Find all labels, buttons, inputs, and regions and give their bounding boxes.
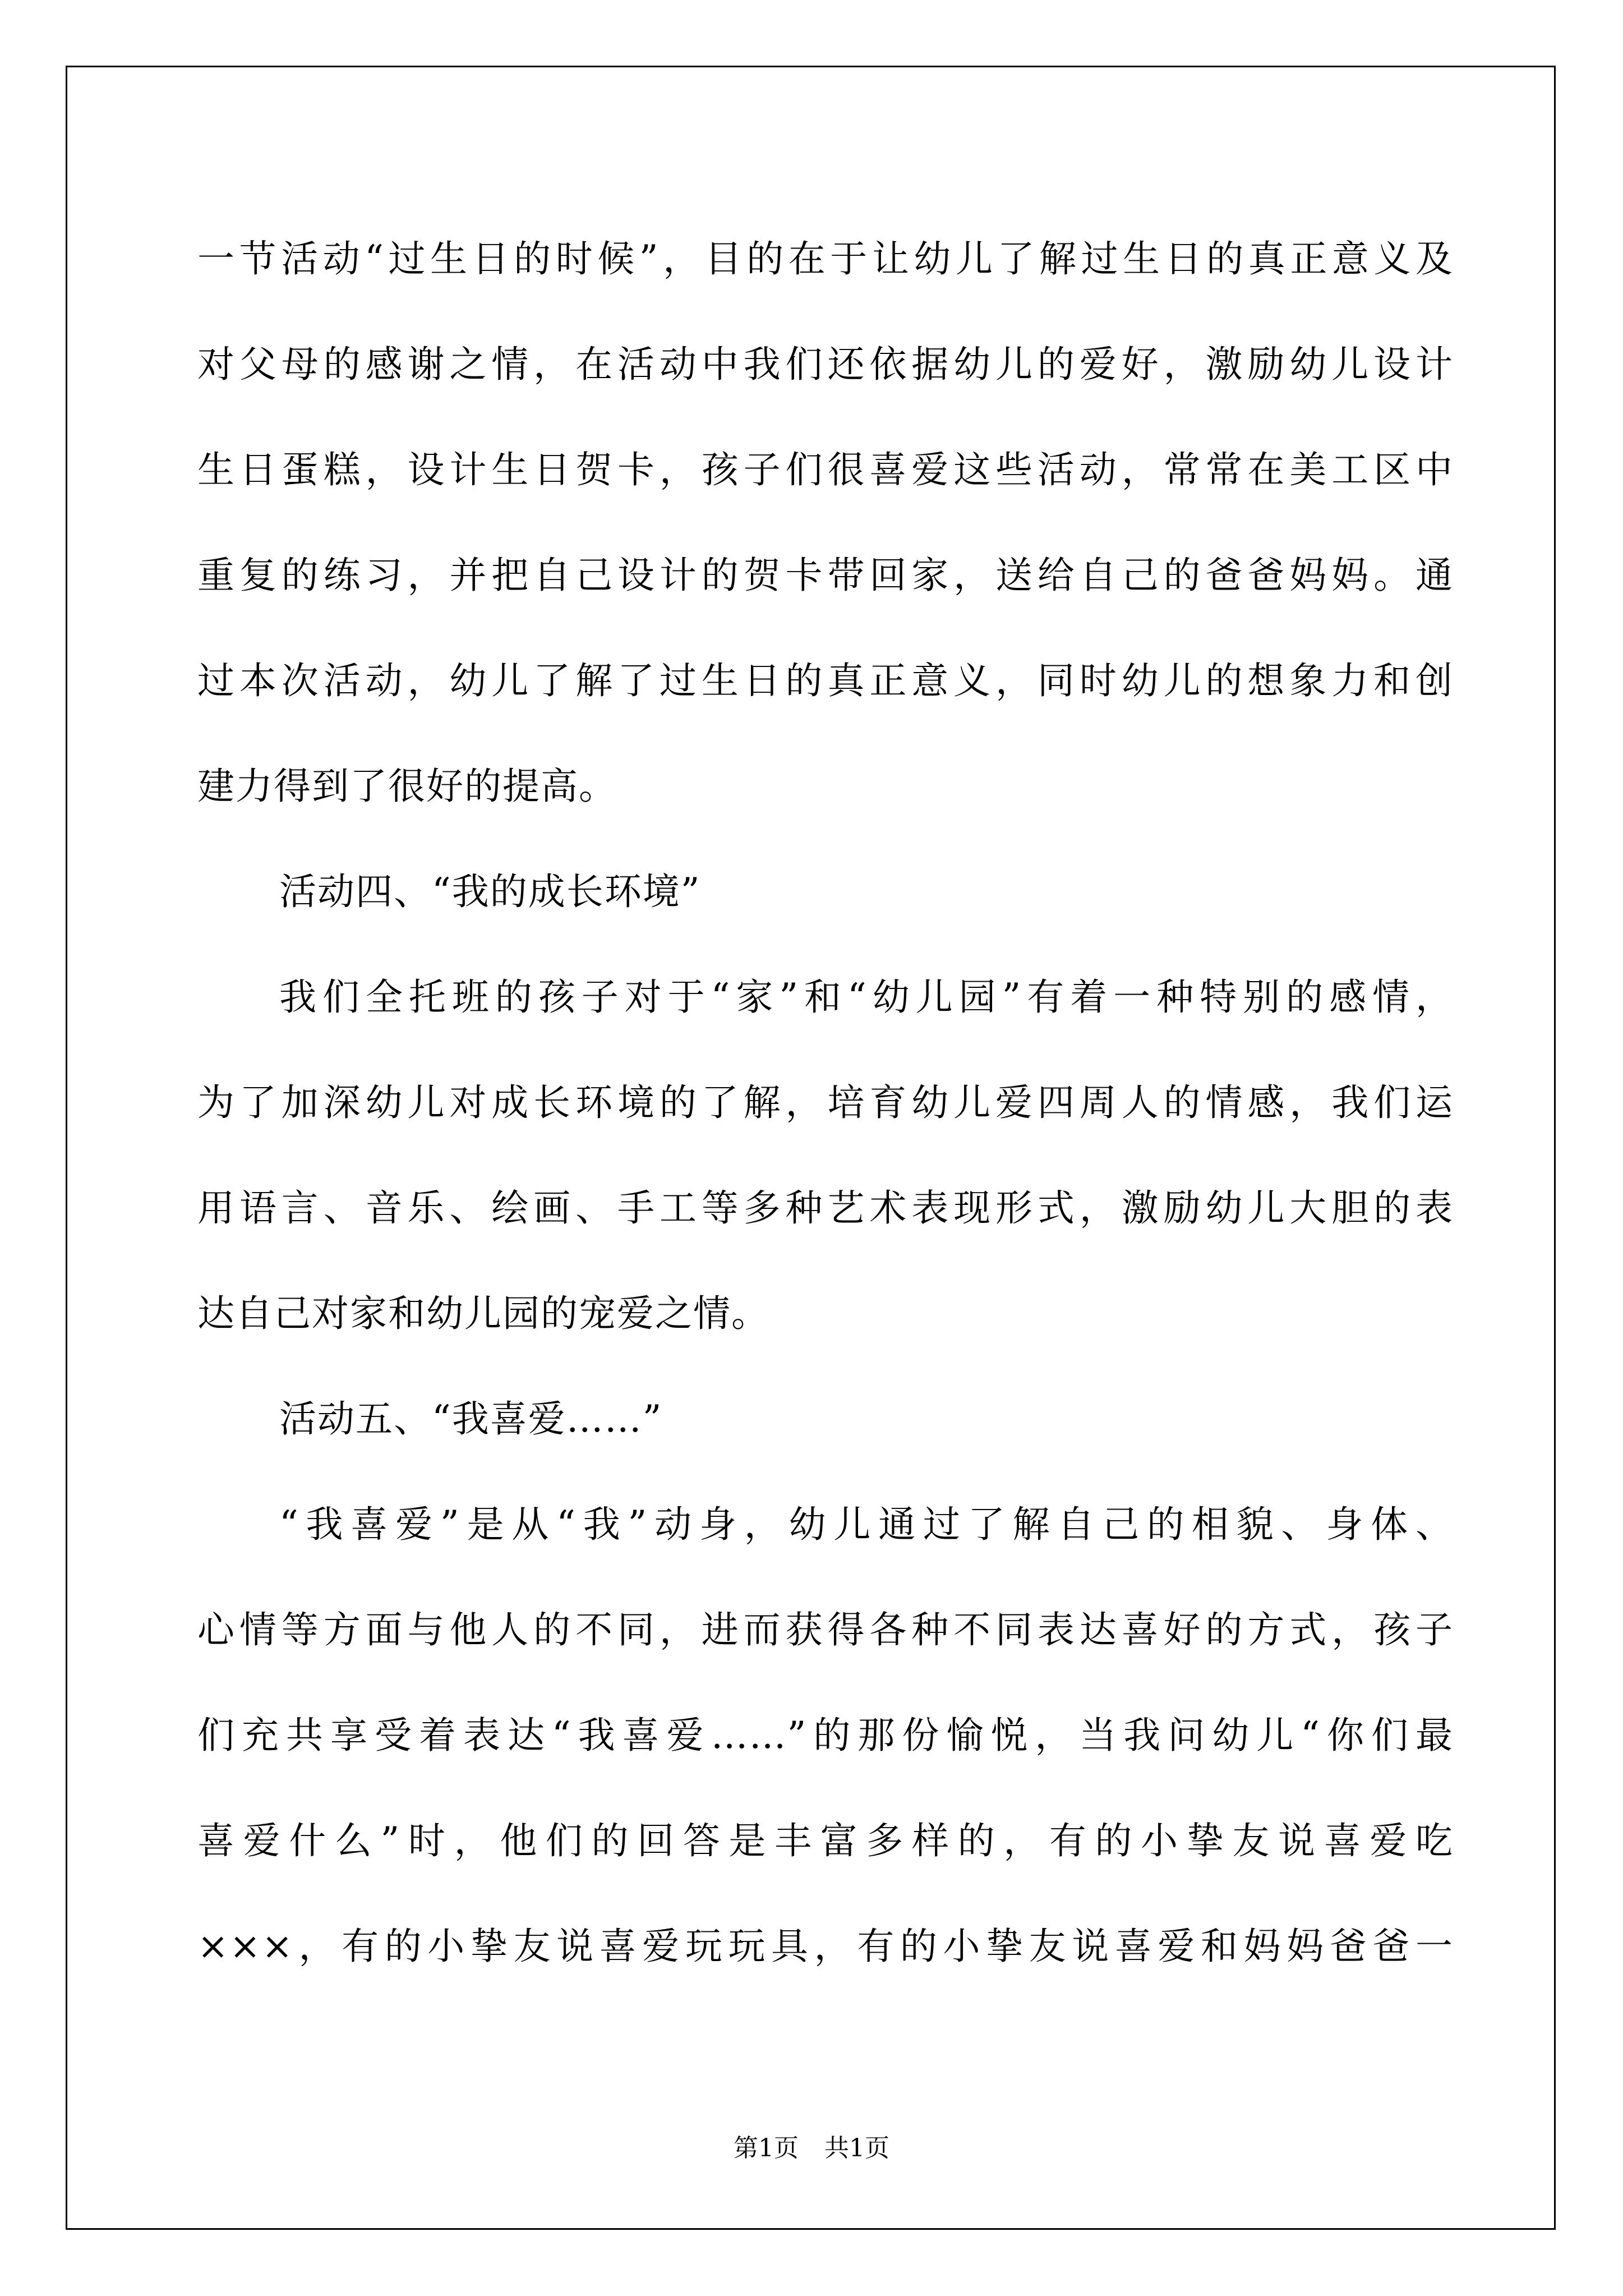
text-line: 们充共享受着表达“我喜爱……”的那份愉悦，当我问幼儿“你们最 xyxy=(197,1714,1454,1757)
text-line: 我们全托班的孩子对于“家”和“幼儿园”有着一种特别的感情， xyxy=(279,976,1454,1019)
text-line: 喜爱什么”时，他们的回答是丰富多样的，有的小挚友说喜爱吃 xyxy=(197,1819,1454,1862)
text-line: 建力得到了很好的提高。 xyxy=(197,765,617,808)
text-line: 过本次活动，幼儿了解了过生日的真正意义，同时幼儿的想象力和创 xyxy=(197,659,1454,702)
text-line: 对父母的感谢之情，在活动中我们还依据幼儿的爱好，激励幼儿设计 xyxy=(197,343,1454,386)
page-number: 第1页 xyxy=(734,2134,799,2162)
page-footer xyxy=(0,2132,1623,2165)
text-line: 生日蛋糕，设计生日贺卡，孩子们很喜爱这些活动，常常在美工区中 xyxy=(197,448,1454,491)
section-heading: 活动四、“我的成长环境” xyxy=(279,870,701,913)
text-line: 重复的练习，并把自己设计的贺卡带回家，送给自己的爸爸妈妈。通 xyxy=(197,554,1454,597)
text-line: 心情等方面与他人的不同，进而获得各种不同表达喜好的方式，孩子 xyxy=(197,1608,1454,1651)
text-line: ×××，有的小挚友说喜爱玩玩具，有的小挚友说喜爱和妈妈爸爸一 xyxy=(197,1925,1454,1968)
text-line: 一节活动“过生日的时候”，目的在于让幼儿了解过生日的真正意义及 xyxy=(197,237,1454,280)
text-line: 用语言、音乐、绘画、手工等多种艺术表现形式，激励幼儿大胆的表 xyxy=(197,1186,1454,1230)
section-heading: 活动五、“我喜爱……” xyxy=(279,1397,663,1441)
text-line: 为了加深幼儿对成长环境的了解，培育幼儿爱四周人的情感，我们运 xyxy=(197,1081,1454,1124)
document-body xyxy=(197,206,1454,1999)
page-total: 共1页 xyxy=(824,2134,889,2162)
text-line: “我喜爱”是从“我”动身，幼儿通过了解自己的相貌、身体、 xyxy=(279,1503,1454,1546)
text-line: 达自己对家和幼儿园的宠爱之情。 xyxy=(197,1292,769,1335)
